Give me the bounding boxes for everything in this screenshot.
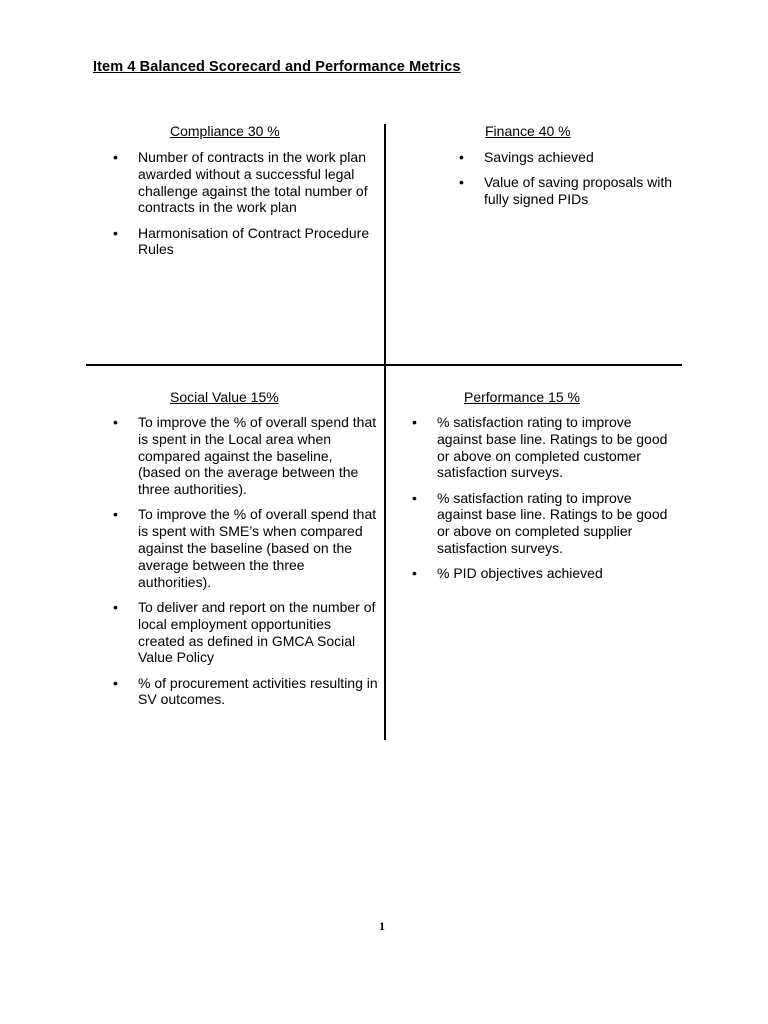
bullet-icon: • xyxy=(113,149,118,165)
compliance-list xyxy=(113,149,379,267)
performance-list xyxy=(412,414,674,591)
list-item-text: To improve the % of overall spend that is spent in the Local area when compared against the baseline, (based on the average between the three authorities). xyxy=(138,414,377,498)
bullet-icon: • xyxy=(459,149,464,165)
list-item-text: To deliver and report on the number of local employment opportunities created as defined in GMCA Social Value Policy xyxy=(138,598,376,666)
list-item-text: % satisfaction rating to improve against base line. Ratings to be good or above on completed customer satisfaction surveys. xyxy=(437,414,668,481)
list-item-text: % of procurement activities resulting in SV outcomes. xyxy=(138,674,378,708)
bullet-icon: • xyxy=(113,598,118,615)
list-item xyxy=(412,565,674,582)
list-item xyxy=(113,599,379,666)
social-value-list xyxy=(113,414,379,717)
list-item xyxy=(113,675,379,709)
page-title: Item 4 Balanced Scorecard and Performance Metrics xyxy=(93,59,461,75)
bullet-icon: • xyxy=(113,224,118,241)
list-item xyxy=(412,490,674,557)
bullet-icon: • xyxy=(412,565,417,582)
bullet-icon: • xyxy=(459,174,464,191)
list-item xyxy=(113,506,379,590)
list-item-text: Value of saving proposals with fully signed PIDs xyxy=(484,174,673,208)
bullet-icon: • xyxy=(113,674,118,691)
bullet-icon: • xyxy=(113,414,118,430)
vertical-divider xyxy=(384,124,386,740)
list-item-text: To improve the % of overall spend that is spent with SME’s when compared against the baseline (based on the average between the three authorities). xyxy=(138,506,377,590)
list-item xyxy=(113,149,379,216)
list-item xyxy=(113,225,379,259)
list-item-text: Number of contracts in the work plan awarded without a successful legal challenge against the total number of contracts in the work plan xyxy=(138,149,368,216)
list-item xyxy=(412,414,674,481)
finance-list xyxy=(459,149,699,216)
performance-heading: Performance 15 % xyxy=(464,389,580,405)
finance-heading: Finance 40 % xyxy=(485,123,571,139)
bullet-icon: • xyxy=(412,414,417,430)
social-value-heading: Social Value 15% xyxy=(170,389,279,405)
list-item-text: % satisfaction rating to improve against base line. Ratings to be good or above on completed supplier satisfaction surveys. xyxy=(437,489,668,557)
list-item xyxy=(113,414,379,498)
list-item-text: Harmonisation of Contract Procedure Rules xyxy=(138,224,370,258)
list-item xyxy=(459,149,699,166)
bullet-icon: • xyxy=(412,489,417,506)
list-item xyxy=(459,174,699,208)
bullet-icon: • xyxy=(113,506,118,523)
page-number: 1 xyxy=(379,919,385,933)
horizontal-divider xyxy=(86,364,682,366)
list-item-text: % PID objectives achieved xyxy=(437,565,603,582)
list-item-text: Savings achieved xyxy=(484,149,594,165)
compliance-heading: Compliance 30 % xyxy=(170,123,280,139)
